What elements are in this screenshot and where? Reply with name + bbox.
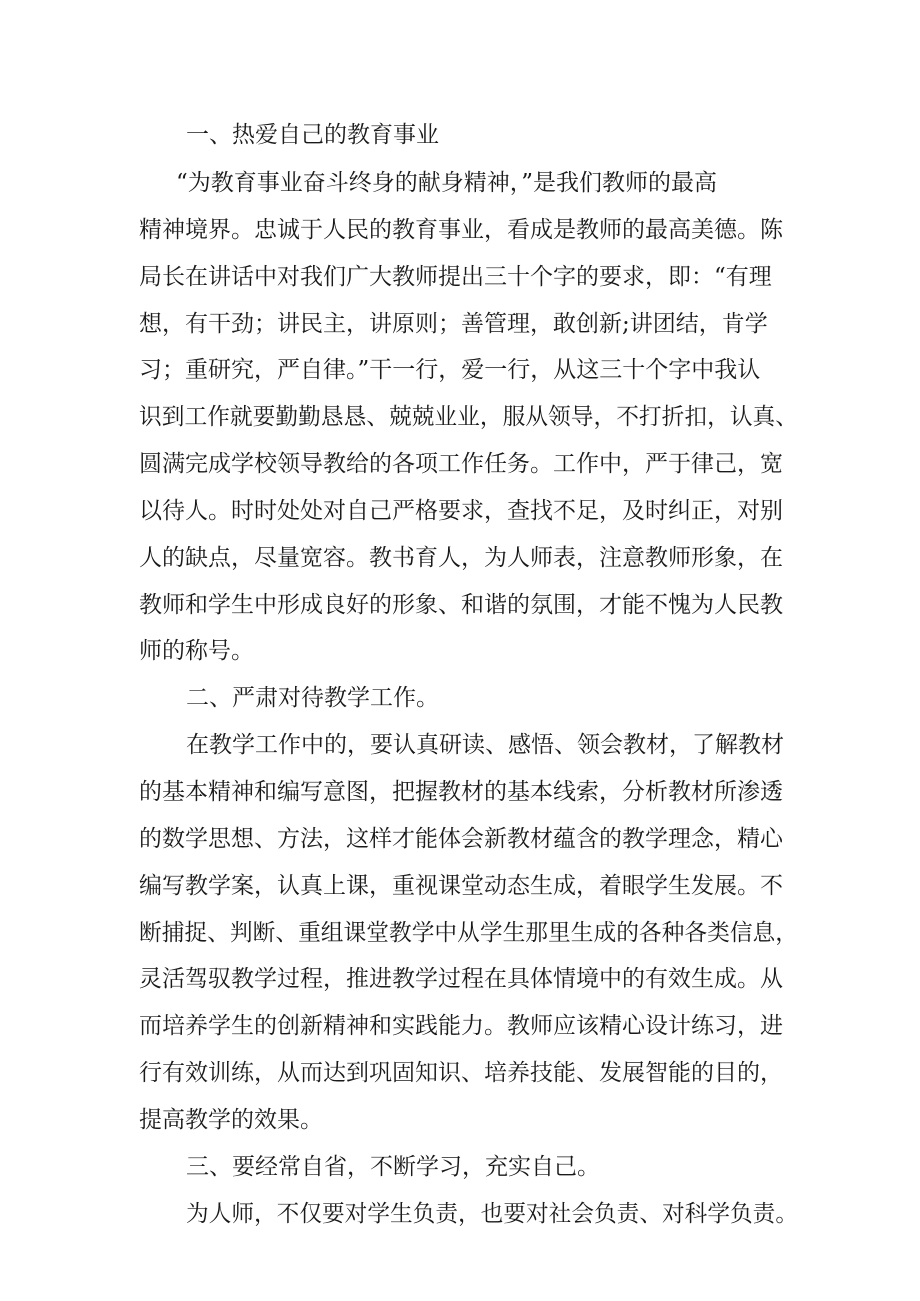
paragraph-line: 断捕捉、判断、重组课堂教学中从学生那里生成的各种各类信息， <box>139 920 798 946</box>
paragraph-line: 以待人。时时处处对自己严格要求，查找不足，及时纠正，对别 <box>139 498 783 524</box>
paragraph-line: 而培养学生的创新精神和实践能力。教师应该精心设计练习，进 <box>139 1013 783 1039</box>
paragraph-line: 的数学思想、方法，这样才能体会新教材蕴含的教学理念，精心 <box>139 826 783 852</box>
paragraph-line: 圆满完成学校领导教给的各项工作任务。工作中，严于律己，宽 <box>139 451 783 477</box>
paragraph-line: 识到工作就要勤勤恳恳、兢兢业业，服从领导，不打折扣，认真、 <box>139 404 798 430</box>
paragraph-line: 灵活驾驭教学过程，推进教学过程在具体情境中的有效生成。从 <box>139 966 783 992</box>
paragraph-line: 人的缺点，尽量宽容。教书育人，为人师表，注意教师形象，在 <box>139 545 783 571</box>
paragraph-line: 在教学工作中的，要认真研读、感悟、领会教材，了解教材 <box>186 732 784 758</box>
section-heading: 三、要经常自省，不断学习，充实自己。 <box>186 1154 600 1180</box>
paragraph-line: 师的称号。 <box>139 638 254 664</box>
paragraph-line: 教师和学生中形成良好的形象、和谐的氛围，才能不愧为人民教 <box>139 592 783 618</box>
paragraph-line: 行有效训练，从而达到巩固知识、培养技能、发展智能的目的， <box>139 1060 783 1086</box>
paragraph-line: 精神境界。忠诚于人民的教育事业，看成是教师的最高美德。陈 <box>139 217 783 243</box>
paragraph-line: 提高教学的效果。 <box>139 1107 323 1133</box>
paragraph-line: 想，有干劲；讲民主，讲原则；善管理，敢创新;讲团结，肯学 <box>139 311 768 337</box>
paragraph-line: 为人师，不仅要对学生负责，也要对社会负责、对科学负责。 <box>186 1201 798 1227</box>
paragraph-line: 局长在讲话中对我们广大教师提出三十个字的要求，即：“有理 <box>139 264 772 290</box>
paragraph-line: 习；重研究，严自律。”干一行，爱一行，从这三十个字中我认 <box>139 357 761 383</box>
paragraph-line: 编写教学案，认真上课，重视课堂动态生成，着眼学生发展。不 <box>139 873 783 899</box>
section-heading: 一、热爱自己的教育事业 <box>186 122 439 148</box>
paragraph-line: 的基本精神和编写意图，把握教材的基本线索，分析教材所渗透 <box>139 779 783 805</box>
section-heading: 二、严肃对待教学工作。 <box>186 685 439 711</box>
paragraph-line: “为教育事业奋斗终身的献身精神，”是我们教师的最高 <box>176 170 718 196</box>
